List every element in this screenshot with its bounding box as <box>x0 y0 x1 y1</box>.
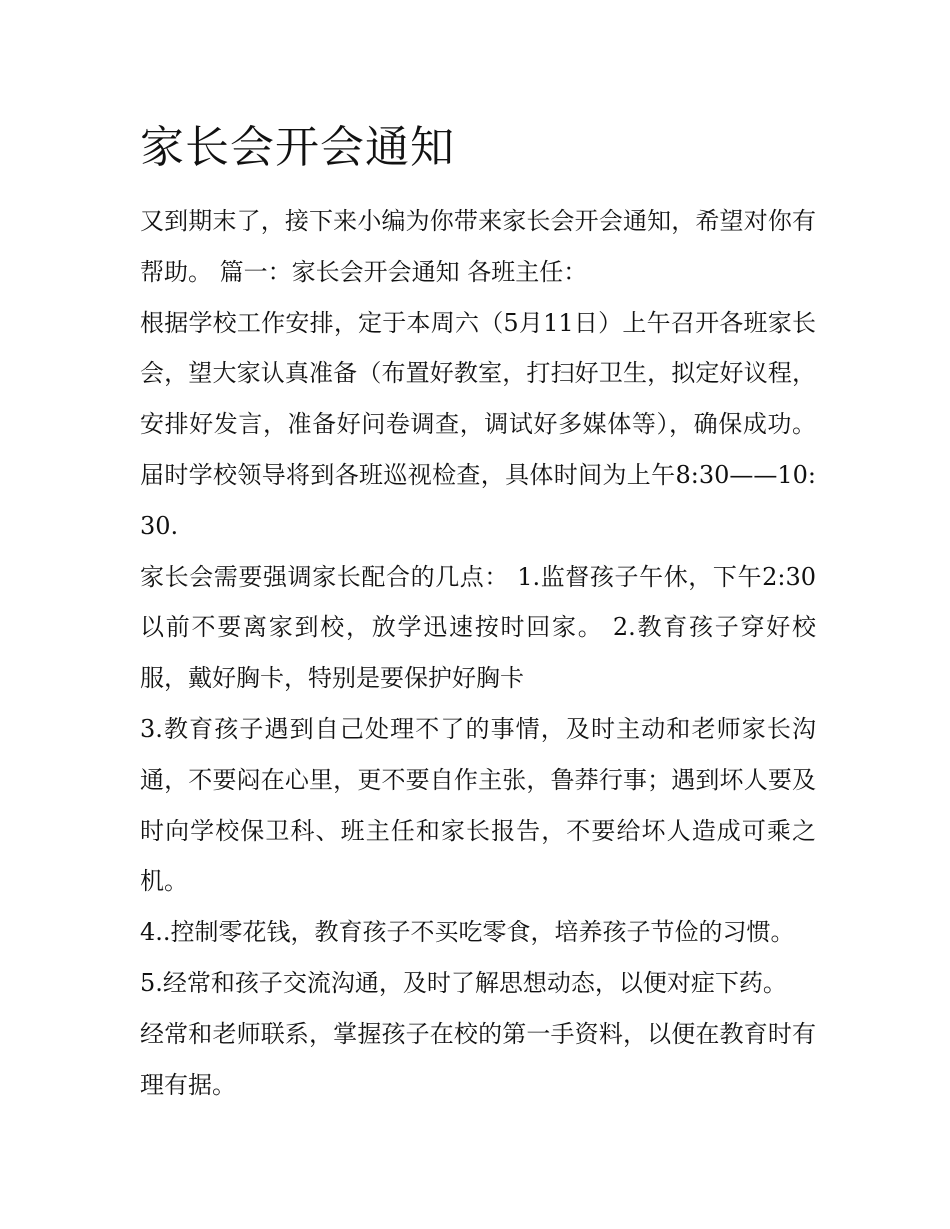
paragraph-points-1-2: 家长会需要强调家长配合的几点： 1.监督孩子午休，下午2:30以前不要离家到校，放学迅速按时回家。 2.教育孩子穿好校服，戴好胸卡，特别是要保护好胸卡 <box>140 562 816 693</box>
paragraph-arrangement: 根据学校工作安排，定于本周六（5月11日）上午召开各班家长会，望大家认真准备（布置好教室，打扫好卫生，拟定好议程，安排好发言，准备好问卷调查，调试好多媒体等），确保成功。届时学校领导将到各班巡视检查，具体时间为上午8:30——10:30. <box>140 308 816 540</box>
document-body <box>140 196 816 1110</box>
paragraph-point-3: 3.教育孩子遇到自己处理不了的事情，及时主动和老师家长沟通，不要闷在心里，更不要自作主张，鲁莽行事；遇到坏人要及时向学校保卫科、班主任和家长报告，不要给坏人造成可乘之机。 <box>140 714 816 896</box>
paragraph-point-4: 4..控制零花钱，教育孩子不买吃零食，培养孩子节俭的习惯。 <box>140 918 795 947</box>
paragraph-point-5: 5.经常和孩子交流沟通，及时了解思想动态，以便对症下药。 <box>140 968 787 997</box>
document-title: 家长会开会通知 <box>140 122 455 173</box>
paragraph-intro: 又到期末了，接下来小编为你带来家长会开会通知，希望对你有帮助。 篇一：家长会开会通知 各班主任： <box>140 207 816 286</box>
paragraph-closing: 经常和老师联系，掌握孩子在校的第一手资料，以便在教育时有理有据。 <box>140 1019 816 1099</box>
